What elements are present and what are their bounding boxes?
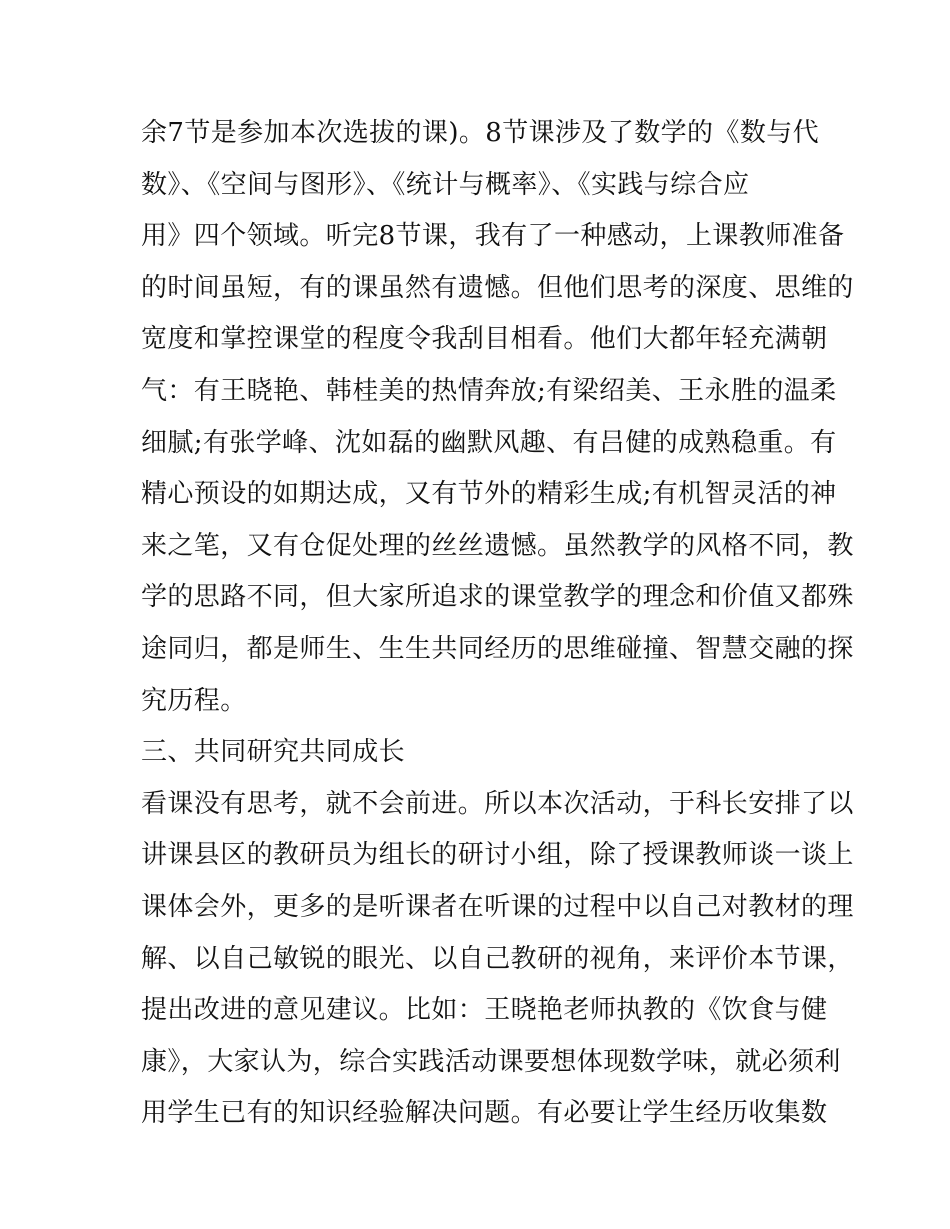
text-line: 讲课县区的教研员为组长的研讨小组，除了授课教师谈一谈上 <box>141 840 854 871</box>
text-line: 课体会外，更多的是听课者在听课的过程中以自己对教材的理 <box>141 891 854 922</box>
text-line: 解、以自己敏锐的眼光、以自己教研的视角，来评价本节课， <box>141 943 854 974</box>
section-heading: 三、共同研究共同成长 <box>141 737 406 768</box>
text-line: 看课没有思考，就不会前进。所以本次活动，于科长安排了以 <box>141 788 854 819</box>
text-line: 学的思路不同，但大家所追求的课堂教学的理念和价值又都殊 <box>141 582 854 613</box>
text-line: 余7节是参加本次选拔的课)。8节课涉及了数学的《数与代 <box>141 118 820 148</box>
text-line: 用学生已有的知识经验解决问题。有必要让学生经历收集数 <box>141 1098 828 1129</box>
text-line: 途同归，都是师生、生生共同经历的思维碰撞、智慧交融的探 <box>141 633 854 664</box>
text-line: 细腻;有张学峰、沈如磊的幽默风趣、有吕健的成熟稳重。有 <box>141 427 837 458</box>
text-line: 用》四个领域。听完8节课，我有了一种感动，上课教师准备 <box>141 221 845 252</box>
text-line: 康》，大家认为，综合实践活动课要想体现数学味，就必须利 <box>141 1046 841 1077</box>
text-line: 精心预设的如期达成，又有节外的精彩生成;有机智灵活的神 <box>141 479 837 510</box>
text-line: 宽度和掌控课堂的程度令我刮目相看。他们大都年轻充满朝 <box>141 324 828 355</box>
text-line: 数》、《空间与图形》、《统计与概率》、《实践与综合应 <box>141 169 750 200</box>
text-line: 的时间虽短，有的课虽然有遗憾。但他们思考的深度、思维的 <box>141 272 854 303</box>
text-line: 提出改进的意见建议。比如：王晓艳老师执教的《饮食与健 <box>141 995 828 1026</box>
text-line: 气：有王晓艳、韩桂美的热情奔放;有梁绍美、王永胜的温柔 <box>141 375 837 406</box>
text-line: 来之笔，又有仓促处理的丝丝遗憾。虽然教学的风格不同，教 <box>141 530 854 561</box>
text-line: 究历程。 <box>141 685 247 716</box>
body-text <box>141 108 854 1140</box>
